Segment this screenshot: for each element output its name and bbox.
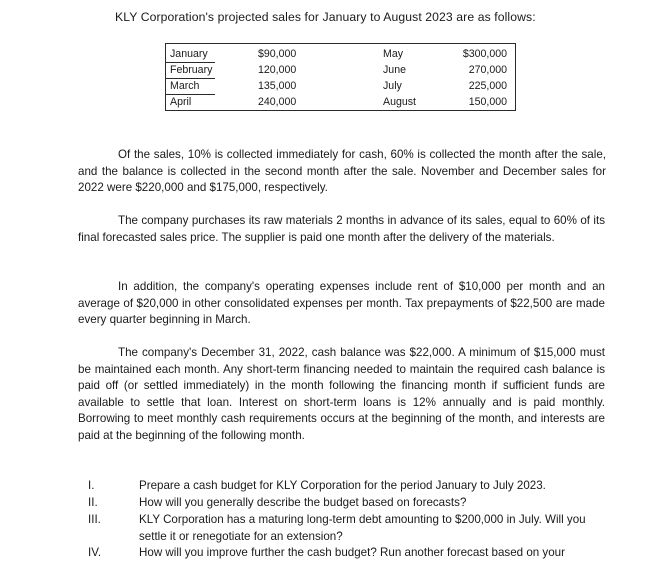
intro-text: KLY Corporation's projected sales for January to August 2023 are as follows: [115, 10, 536, 24]
question-number: II. [88, 496, 98, 509]
amount-cell: 225,000 [468, 80, 507, 92]
question-text: KLY Corporation has a maturing long-term debt amounting to $200,000 in July. Will you settle it or renegotiate for an extension? [139, 513, 586, 543]
table-row [166, 62, 515, 78]
month-cell: June [383, 64, 406, 76]
month-cell: July [383, 80, 402, 92]
amount-cell: 120,000 [258, 64, 297, 76]
question-text: How will you improve further the cash budget? Run another forecast based on your [139, 546, 565, 559]
month-cell: February [170, 64, 213, 76]
collections-paragraph: Of the sales, 10% is collected immediately for cash, 60% is collected the month after the sale, and the balance is collected in the second month after the sale. November and December sales for 2022 were $220,000 and $175,000, respectively. [78, 148, 606, 195]
question-number: III. [88, 513, 101, 526]
row-divider [166, 78, 215, 79]
amount-cell: 135,000 [258, 80, 297, 92]
table-row [166, 78, 515, 94]
amount-cell: 150,000 [468, 96, 507, 108]
question-number: IV. [88, 546, 102, 559]
month-cell: January [170, 48, 208, 60]
amount-cell: $90,000 [258, 48, 297, 60]
month-cell: March [170, 80, 200, 92]
month-cell: April [170, 96, 192, 108]
amount-cell: 270,000 [468, 64, 507, 76]
row-divider [166, 62, 215, 63]
amount-cell: 240,000 [258, 96, 297, 108]
purchases-paragraph: The company purchases its raw materials 2 months in advance of its sales, equal to 60% of its final forecasted sales price. The supplier is paid one month after the delivery of the materials. [78, 214, 605, 244]
month-cell: May [383, 48, 404, 60]
expenses-paragraph: In addition, the company's operating expenses include rent of $10,000 per month and an average of $20,000 in other consolidated expenses per month. Tax prepayments of $22,500 are made every quarter beginning in March. [78, 280, 605, 327]
amount-cell: $300,000 [462, 48, 507, 60]
question-text: Prepare a cash budget for KLY Corporation for the period January to July 2023. [139, 479, 546, 492]
cash-paragraph: The company's December 31, 2022, cash balance was $22,000. A minimum of $15,000 must be maintained each month. Any short-term financing needed to maintain the required cash balance is paid off (or settled immediately) in the month following the financing month if sufficient funds are available to settle that loan. Interest on short-term loans is 12% annually and is paid monthly. Borrowing to meet monthly cash requirements occurs at the beginning of the month, and interests are paid at the beginning of the following month. [78, 346, 605, 442]
table-row [166, 46, 515, 62]
table-row [166, 94, 515, 110]
question-number: I. [88, 479, 95, 492]
month-cell: August [383, 96, 416, 108]
sales-table [165, 43, 516, 111]
question-text: How will you generally describe the budget based on forecasts? [139, 496, 467, 509]
row-divider [166, 94, 215, 95]
